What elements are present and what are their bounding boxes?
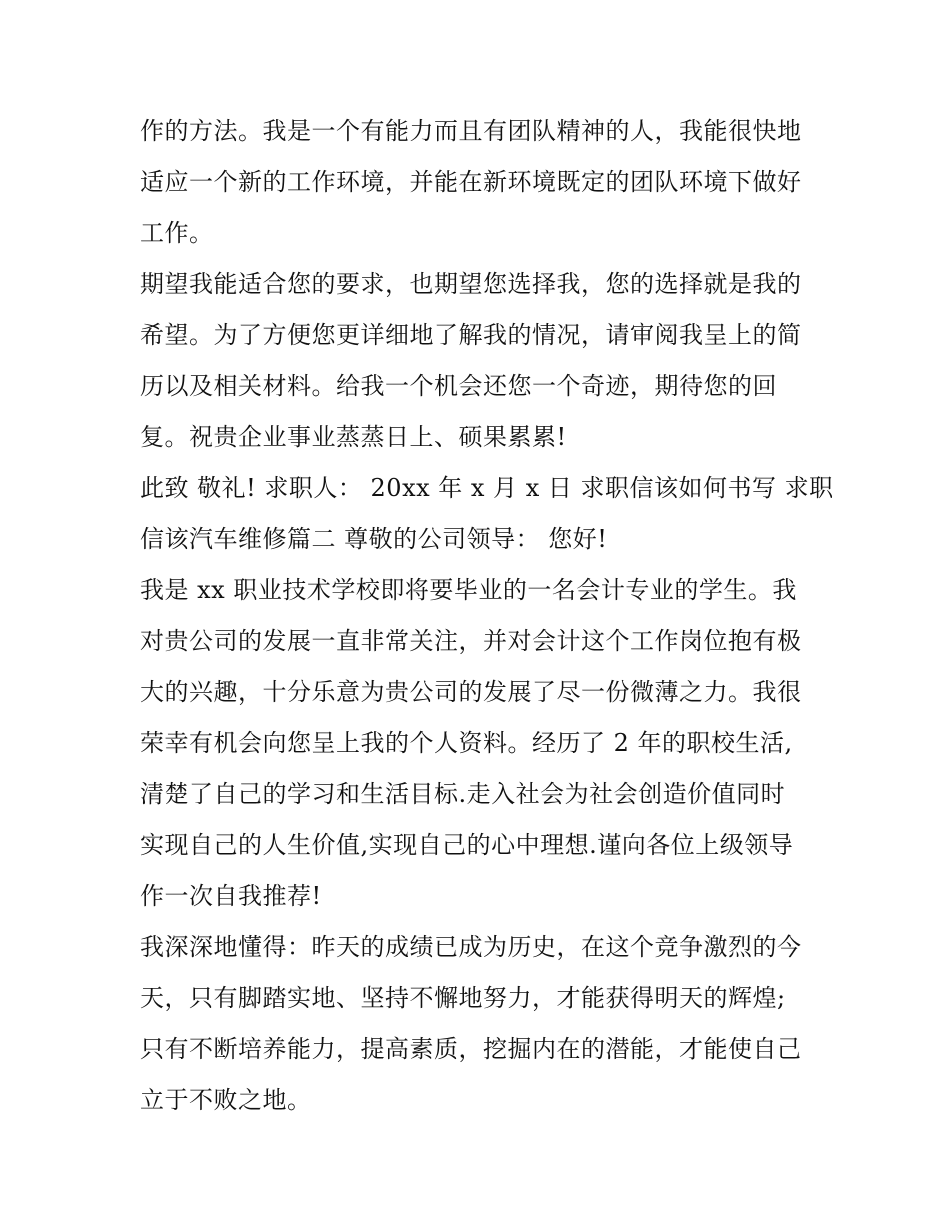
text-line: 我深深地懂得：昨天的成绩已成为历史，在这个竞争激烈的今: [140, 933, 802, 961]
text-line: 此致 敬礼! 求职人： 20xx 年 x 月 x 日 求职信该如何书写 求职: [140, 474, 834, 502]
text-line: 复。祝贵企业事业蒸蒸日上、硕果累累!: [140, 423, 567, 451]
text-line: 实现自己的人生价值,实现自己的心中理想.谨向各位上级领导: [140, 831, 794, 859]
text-line: 期望我能适合您的要求，也期望您选择我，您的选择就是我的: [140, 270, 802, 298]
text-line: 工作。: [140, 219, 214, 247]
text-line: 清楚了自己的学习和生活目标.走入社会为社会创造价值同时: [140, 780, 786, 808]
text-line: 信该汽车维修篇二 尊敬的公司领导： 您好!: [140, 525, 608, 553]
text-line: 只有不断培养能力，提高素质，挖掘内在的潜能，才能使自己: [140, 1035, 802, 1063]
text-line: 适应一个新的工作环境，并能在新环境既定的团队环境下做好: [140, 168, 802, 196]
text-line: 历以及相关材料。给我一个机会还您一个奇迹，期待您的回: [140, 372, 777, 400]
text-line: 希望。为了方便您更详细地了解我的情况，请审阅我呈上的简: [140, 321, 802, 349]
text-line: 大的兴趣，十分乐意为贵公司的发展了尽一份微薄之力。我很: [140, 678, 802, 706]
text-line: 对贵公司的发展一直非常关注，并对会计这个工作岗位抱有极: [140, 627, 802, 655]
text-line: 立于不败之地。: [140, 1086, 312, 1114]
text-line: 天，只有脚踏实地、坚持不懈地努力，才能获得明天的辉煌;: [140, 984, 786, 1012]
text-line: 荣幸有机会向您呈上我的个人资料。经历了 2 年的职校生活,: [140, 729, 793, 757]
text-line: 我是 xx 职业技术学校即将要毕业的一名会计专业的学生。我: [140, 576, 797, 604]
text-line: 作一次自我推荐!: [140, 882, 322, 910]
text-line: 作的方法。我是一个有能力而且有团队精神的人，我能很快地: [140, 117, 802, 145]
document-page: [140, 106, 834, 1126]
